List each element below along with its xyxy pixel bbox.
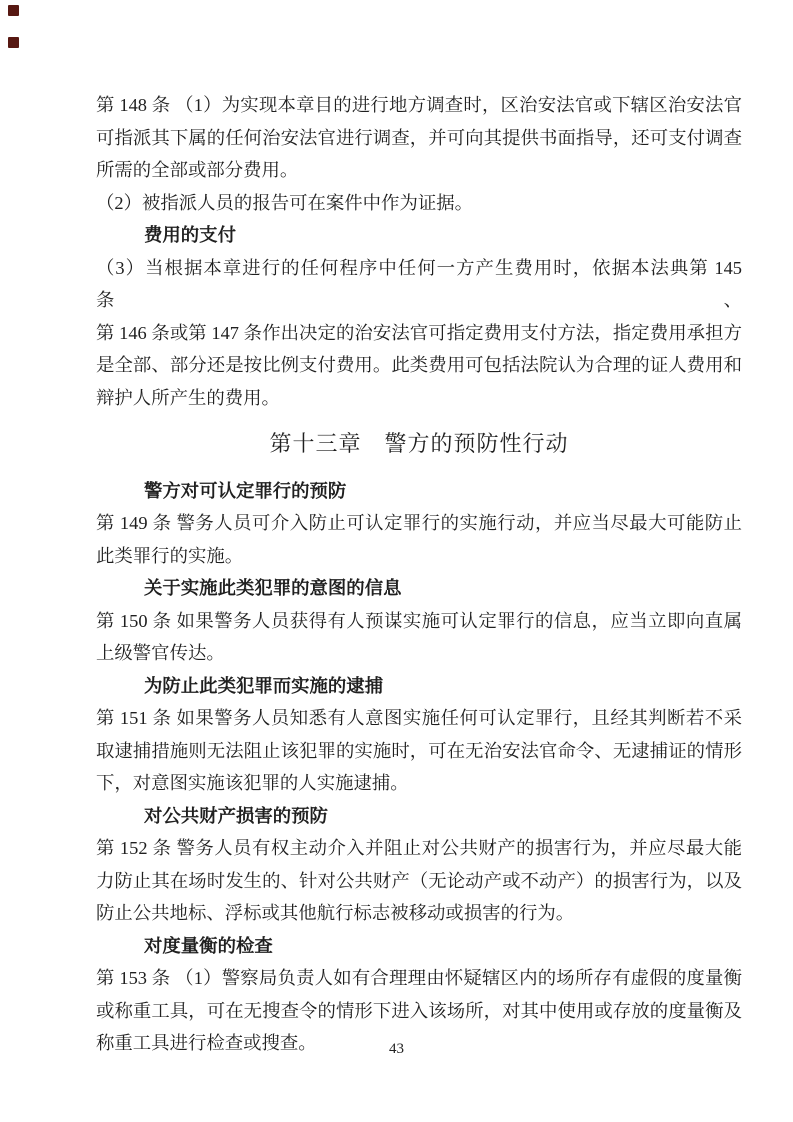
text-line: 力防止其在场时发生的、针对公共财产（无论动产或不动产）的损害行为，以及 <box>96 870 742 891</box>
heading-prevention-of-injury-to-public-property: 对公共财产损害的预防 <box>144 804 328 826</box>
article-150 <box>96 605 742 670</box>
text-line: 第 150 条 如果警务人员获得有人预谋实施可认定罪行的信息，应当立即向直属 <box>96 610 742 631</box>
article-148-clause-1 <box>96 89 742 187</box>
text-line: 第 146 条或第 147 条作出决定的治安法官可指定费用支付方法，指定费用承担方 <box>96 322 742 343</box>
article-148-clause-3 <box>96 252 742 415</box>
text-line: 上级警官传达。 <box>96 643 225 663</box>
text-line: 是全部、部分还是按比例支付费用。此类费用可包括法院认为合理的证人费用和 <box>96 355 742 375</box>
text-line: （2）被指派人员的报告可在案件中作为证据。 <box>96 192 474 213</box>
document-content <box>96 89 742 1060</box>
text-line: 取逮捕措施则无法阻止该犯罪的实施时，可在无治安法官命令、无逮捕证的情形 <box>96 740 742 761</box>
article-149 <box>96 507 742 572</box>
text-line: 可指派其下属的任何治安法官进行调查，并可向其提供书面指导，还可支付调查 <box>96 127 742 148</box>
heading-payment-of-costs: 费用的支付 <box>144 224 236 245</box>
page-number: 43 <box>389 1041 404 1057</box>
text-line: 所需的全部或部分费用。 <box>96 160 299 180</box>
text-line: 辩护人所产生的费用。 <box>96 387 280 408</box>
article-151 <box>96 702 742 800</box>
text-line: 第 148 条 （1）为实现本章目的进行地方调查时，区治安法官或下辖区治安法官 <box>96 95 742 115</box>
heading-arrest-to-prevent-offence: 为防止此类犯罪而实施的逮捕 <box>144 674 384 696</box>
text-line: 或称重工具，可在无搜查令的情形下进入该场所，对其中使用或存放的度量衡及 <box>96 1000 742 1021</box>
heading-inspection-of-weights-and-measures: 对度量衡的检查 <box>144 934 273 956</box>
heading-information-of-design-to-commit-offence: 关于实施此类犯罪的意图的信息 <box>144 577 402 598</box>
scan-artifact-mark <box>8 5 19 16</box>
text-line: 此类罪行的实施。 <box>96 545 244 566</box>
text-line: 第 149 条 警务人员可介入防止可认定罪行的实施行动，并应当尽最大可能防止 <box>96 513 742 533</box>
article-152 <box>96 832 742 930</box>
heading-police-prevention-of-cognizable-offences: 警方对可认定罪行的预防 <box>144 479 347 501</box>
text-line: 第 152 条 警务人员有权主动介入并阻止对公共财产的损害行为，并应尽最大能 <box>96 838 742 858</box>
article-148-clause-2 <box>96 187 742 220</box>
text-line: 第 151 条 如果警务人员知悉有人意图实施任何可认定罪行，且经其判断若不采 <box>96 708 742 728</box>
text-line: 下，对意图实施该犯罪的人实施逮捕。 <box>96 773 409 793</box>
text-line: （3）当根据本章进行的任何程序中任何一方产生费用时，依据本法典第 145 条、 <box>96 257 742 310</box>
chapter-13-title: 第十三章 警方的预防性行动 <box>269 431 569 456</box>
text-line: 称重工具进行检查或搜查。 <box>96 1033 317 1053</box>
scan-artifact-mark <box>8 37 19 48</box>
text-line: 第 153 条 （1）警察局负责人如有合理理由怀疑辖区内的场所存有虚假的度量衡 <box>96 968 742 988</box>
text-line: 防止公共地标、浮标或其他航行标志被移动或损害的行为。 <box>96 903 575 923</box>
